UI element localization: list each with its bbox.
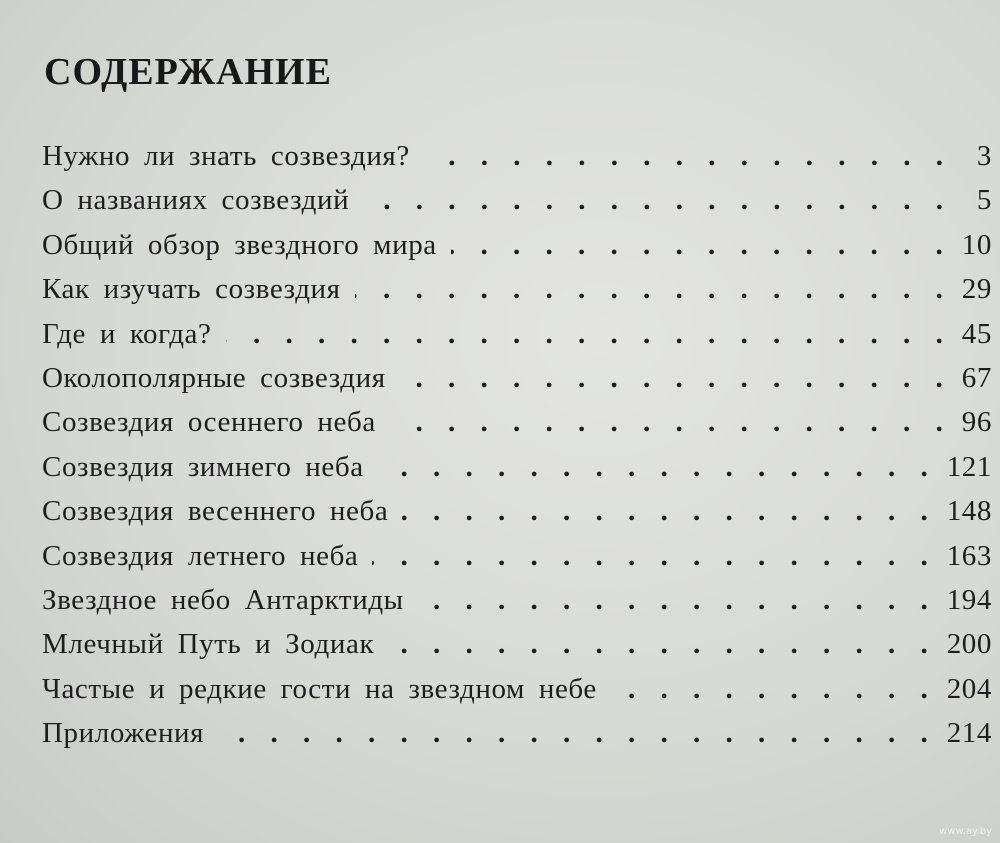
dot-leader bbox=[402, 495, 936, 528]
toc-entry bbox=[42, 184, 992, 228]
toc-entry-page: 3 bbox=[976, 140, 992, 172]
dot-leader bbox=[388, 628, 937, 661]
toc-entry-title: Созвездия зимнего неба bbox=[42, 450, 364, 483]
toc-entry-page: 204 bbox=[946, 672, 992, 705]
toc-entry bbox=[42, 229, 992, 273]
toc-entry-title: Частые и редкие гости на звездном небе bbox=[42, 672, 597, 705]
toc-entry-page: 96 bbox=[961, 406, 992, 439]
toc-entry bbox=[42, 362, 992, 406]
toc-entry bbox=[42, 717, 992, 761]
toc-entry bbox=[42, 273, 992, 317]
dot-leader bbox=[226, 318, 952, 351]
toc-entry-page: 29 bbox=[961, 273, 992, 306]
toc-entry-title: Приложения bbox=[42, 717, 205, 750]
toc-entry-title: Общий обзор звездного мира bbox=[42, 228, 437, 261]
dot-leader bbox=[424, 140, 952, 173]
dot-leader bbox=[378, 451, 937, 484]
toc-entry-title: Созвездия весеннего неба bbox=[42, 495, 389, 528]
toc-entry bbox=[42, 451, 992, 495]
toc-entry bbox=[42, 140, 992, 184]
dot-leader bbox=[390, 406, 952, 439]
toc-entry-page: 67 bbox=[961, 361, 992, 394]
toc-entry-title: О названиях созвездий bbox=[42, 184, 350, 217]
table-of-contents bbox=[42, 140, 992, 761]
toc-entry-title: Где и когда? bbox=[42, 317, 212, 350]
toc-entry-page: 10 bbox=[961, 228, 992, 261]
toc-entry-page: 121 bbox=[946, 450, 992, 483]
toc-entry bbox=[42, 318, 992, 362]
toc-entry-page: 214 bbox=[946, 717, 992, 750]
toc-entry-title: Созвездия летнего неба bbox=[42, 539, 359, 572]
watermark: www.ay.by bbox=[939, 826, 992, 837]
toc-entry-page: 200 bbox=[946, 628, 992, 661]
page-title: СОДЕРЖАНИЕ bbox=[44, 51, 332, 93]
toc-entry-page: 45 bbox=[961, 317, 992, 350]
dot-leader bbox=[418, 584, 937, 617]
dot-leader bbox=[355, 273, 952, 306]
dot-leader bbox=[400, 362, 952, 395]
toc-entry-title: Как изучать созвездия bbox=[42, 273, 341, 306]
toc-entry bbox=[42, 628, 992, 672]
toc-entry-page: 163 bbox=[946, 539, 992, 572]
toc-entry bbox=[42, 495, 992, 539]
dot-leader bbox=[363, 184, 952, 217]
toc-entry-title: Околополярные созвездия bbox=[42, 361, 386, 394]
dot-leader bbox=[372, 540, 936, 573]
toc-entry-title: Млечный Путь и Зодиак bbox=[42, 628, 375, 661]
toc-entry-page: 194 bbox=[946, 583, 992, 616]
toc-entry-title: Созвездия осеннего неба bbox=[42, 406, 376, 439]
toc-entry bbox=[42, 540, 992, 584]
toc-entry-title: Нужно ли знать созвездия? bbox=[42, 140, 410, 172]
toc-entry bbox=[42, 673, 992, 717]
toc-entry bbox=[42, 406, 992, 450]
dot-leader bbox=[611, 673, 937, 706]
toc-entry bbox=[42, 584, 992, 628]
toc-entry-title: Звездное небо Антарктиды bbox=[42, 583, 404, 616]
dot-leader bbox=[451, 229, 952, 262]
toc-entry-page: 5 bbox=[976, 184, 992, 217]
dot-leader bbox=[218, 717, 937, 750]
toc-entry-page: 148 bbox=[946, 495, 992, 528]
